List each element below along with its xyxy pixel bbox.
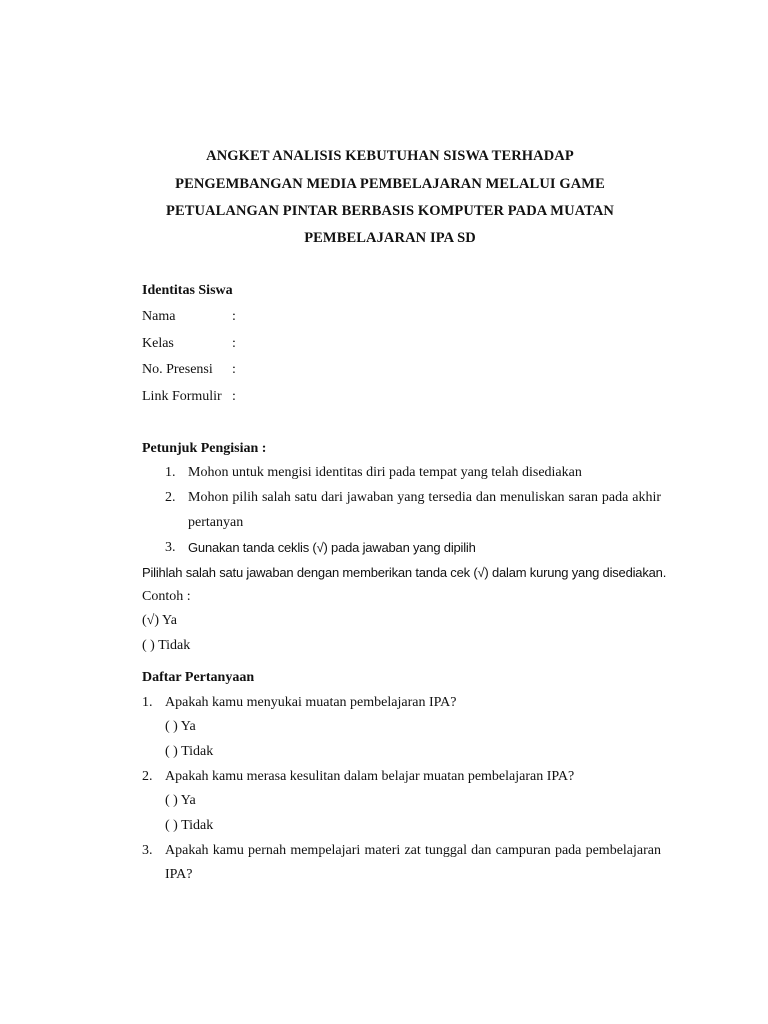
question-text-2: Apakah kamu merasa kesulitan dalam belajar muatan pembelajaran IPA?	[165, 769, 575, 784]
field-sep-link: :	[232, 389, 236, 404]
instructions-heading: Petunjuk Pengisian :	[142, 441, 267, 456]
instruction-note: Pilihlah salah satu jawaban dengan memberikan tanda cek (√) dalam kurung yang disediakan.	[142, 565, 667, 580]
title-line-3: PETUALANGAN PINTAR BERBASIS KOMPUTER PADA MUATAN	[165, 203, 614, 219]
field-sep-kelas: :	[232, 336, 236, 351]
title-line-2: PENGEMBANGAN MEDIA PEMBELAJARAN MELALUI GAME	[175, 176, 605, 192]
question-2-option-no[interactable]: ( ) Tidak	[165, 818, 214, 833]
instruction-text-3: Gunakan tanda ceklis (√) pada jawaban yang dipilih	[188, 540, 476, 555]
instruction-text-1: Mohon untuk mengisi identitas diri pada tempat yang telah disediakan	[188, 465, 582, 480]
identity-heading: Identitas Siswa	[142, 283, 233, 298]
instruction-num-3: 3.	[165, 540, 176, 555]
field-label-presensi: No. Presensi	[142, 362, 213, 377]
title-line-4: PEMBELAJARAN IPA SD	[304, 230, 476, 246]
question-num-2: 2.	[142, 769, 153, 784]
question-text-3: Apakah kamu pernah mempelajari materi zat tunggal dan campuran pada pembelajaran	[165, 843, 661, 858]
question-1-option-yes[interactable]: ( ) Ya	[165, 719, 196, 734]
instruction-num-1: 1.	[165, 465, 176, 480]
instruction-text-2: Mohon pilih salah satu dari jawaban yang tersedia dan menuliskan saran pada akhir	[188, 490, 661, 505]
question-num-1: 1.	[142, 695, 153, 710]
question-num-3: 3.	[142, 843, 153, 858]
field-label-kelas: Kelas	[142, 336, 174, 351]
question-text-1: Apakah kamu menyukai muatan pembelajaran IPA?	[165, 695, 457, 710]
title-line-1: ANGKET ANALISIS KEBUTUHAN SISWA TERHADAP	[206, 148, 574, 164]
instruction-num-2: 2.	[165, 490, 176, 505]
question-1-option-no[interactable]: ( ) Tidak	[165, 744, 214, 759]
questions-heading: Daftar Pertanyaan	[142, 670, 255, 685]
example-yes: (√) Ya	[142, 613, 177, 628]
instruction-text-2-cont: pertanyan	[188, 515, 244, 530]
example-label: Contoh :	[142, 589, 191, 604]
question-2-option-yes[interactable]: ( ) Ya	[165, 793, 196, 808]
field-sep-presensi: :	[232, 362, 236, 377]
field-label-link: Link Formulir	[142, 389, 222, 404]
field-label-nama: Nama	[142, 309, 176, 324]
question-text-3-cont: IPA?	[165, 867, 193, 882]
example-no: ( ) Tidak	[142, 638, 191, 653]
field-sep-nama: :	[232, 309, 236, 324]
